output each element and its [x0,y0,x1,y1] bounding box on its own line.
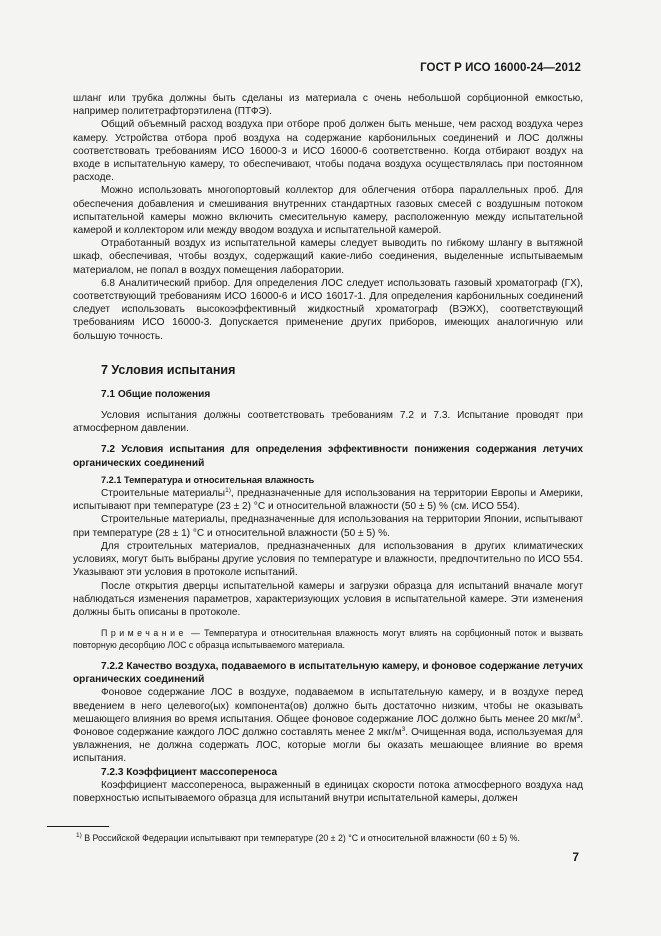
note-label: Примечание [101,628,187,639]
paragraph [73,487,583,513]
footnote [76,832,586,844]
paragraph: Условия испытания должны соответствовать требованиям 7.2 и 7.3. Испытание проводят при атмосферном давлении. [73,410,583,435]
section-7-2-heading: 7.2 Условия испытания для определения эффективности понижения содержания летучих органических соединений [73,444,583,469]
paragraph: После открытия дверцы испытательной камеры и загрузки образца для испытаний вначале могут наблюдаться изменения параметров, характеризующих условия в испытательной камере. Эти изменения должны быть описаны в протоколе. [73,580,583,618]
page-number: 7 [572,850,579,864]
text: . Фоновое содержание каждого ЛОС должно составлять менее 2 мкг/м [73,713,583,738]
superscript: 3 [401,725,406,733]
paragraph [73,686,583,765]
paragraph: Для строительных материалов, предназначенных для использования в других климатических условиях, могут быть выбраны другие условия по температуре и влажности, предпочтительно по ИСО 554. Указывают эти условия в протоколе испытаний. [73,540,583,579]
paragraph: Коэффициент массопереноса, выраженный в единицах скорости потока атмосферного воздуха над поверхностью испытываемого образца для испытаний внутри испытательной камеры, должен [73,779,583,804]
paragraph: Общий объемный расход воздуха при отборе проб должен быть меньше, чем расход воздуха через камеру. Устройства отбора проб воздуха на содержание карбонильных соединений и ЛОС должны соответствовать требованиям ИСО 16000-3 и ИСО 16000-6 соответственно. Когда отбирают воздух на входе в испытательную камеру, то обеспечивают, чтобы подача воздуха осуществлялась при постоянном расходе. [73,119,583,184]
section-7-heading: 7 Условия испытания [101,362,236,377]
text: , предназначенные для использования на территории Европы и Америки, испытывают при температуре (23 ± 2) °С и относительной влажности (50 ± 5) % (см. ИСО 554). [73,488,584,513]
section-7-2-1-heading: 7.2.1 Температура и относительная влажность [101,474,315,485]
footnote-marker: 1) [76,832,82,839]
paragraph: 6.8 Аналитический прибор. Для определения ЛОС следует использовать газовый хроматограф (ГХ), соответствующий требованиям ИСО 16000-6 и ИСО 16017-1. Для определения карбонильных соединений следует использовать высокоэффективный жидкостный хроматограф (ВЭЖХ), соответствующий требованиям ИСО 16000-3. Допускается применение других приборов, имеющих аналогичную или большую точность. [73,277,583,342]
section-7-2-2-heading: 7.2.2 Качество воздуха, подаваемого в испытательную камеру, и фоновое содержание летучих органических соединений [73,660,583,686]
section-7-2-3-heading: 7.2.3 Коэффициент массопереноса [101,766,278,778]
footnote-text: В Российской Федерации испытывают при температуре (20 ± 2) °С и относительной влажности (60 ± 5) %. [81,833,520,843]
note-text: — Температура и относительная влажность могут влиять на сорбционный поток и вызвать повторную десорбцию ЛОС с образца испытываемого материала. [73,628,583,651]
paragraph: Отработанный воздух из испытательной камеры следует выводить по гибкому шлангу в вытяжной шкаф, обеспечивая, чтобы воздух, содержащий какие-либо соединения, выделенные испытываемым материалом, не попал в воздух помещения лаборатории. [73,238,583,276]
text: . Очищенная вода, используемая для увлажнения, не должна содержать ЛОС, которые могли бы оказать мешающее влияние во время испытания. [73,726,583,765]
superscript: 3 [576,712,581,720]
text: Строительные материалы [101,488,226,500]
paragraph: шланг или трубка должны быть сделаны из материала с очень небольшой сорбционной емкостью, например политетрафторэтилена (ПТФЭ). [73,93,583,118]
page-body [73,92,583,805]
note [73,627,583,651]
paragraph: Строительные материалы, предназначенные для использования на территории Японии, испытывают при температуре (28 ± 1) °С и относительной влажности (50 ± 5) %. [73,514,583,539]
text: Фоновое содержание ЛОС в воздухе, подаваемом в испытательную камеру, и в воздухе перед введением в него целевого(ых) компонента(ов) должно быть достаточно низким, чтобы не оказывать мешающего влияния во время испытания. Общее фоновое содержание ЛОС должно быть менее 20 мкг/м [73,687,583,725]
footnote-ref: 1) [225,487,231,495]
section-7-1-heading: 7.1 Общие положения [101,388,211,400]
footnote-divider [47,826,109,827]
document-header: ГОСТ Р ИСО 16000-24—2012 [420,62,581,74]
paragraph: Можно использовать многопортовый коллектор для облегчения отбора параллельных проб. Для обеспечения добавления и смешивания внутренних стандартных газовых смесей с воздушным потоком испытательной камеры можно включить смесительную камеру, расположенную между испытательной камерой и коллектором или между вводом воздуха и испытательной камерой. [73,185,583,237]
